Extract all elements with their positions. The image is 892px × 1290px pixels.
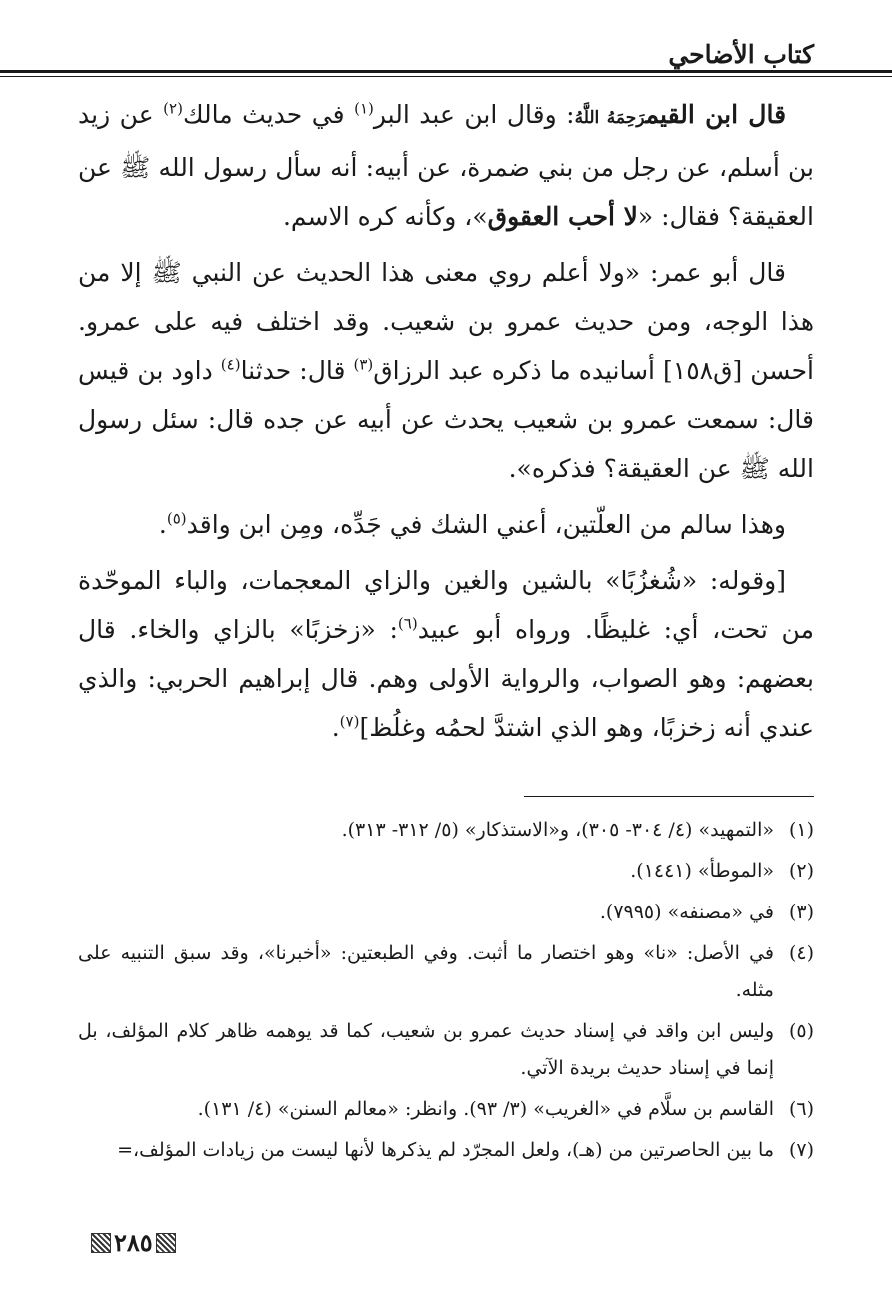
- footnote-number: (٤): [788, 942, 814, 964]
- footnote-text: في «مصنفه» (٧٩٩٥).: [599, 901, 774, 923]
- ornament-icon: [91, 1233, 111, 1253]
- text-segment: : «زخزبًا» بالزاي والخاء. قال بعضهم: وهو الصواب، والرواية الأولى وهم. قال إبراهيم الحربي: والذي عندي أنه زخزبًا، وهو الذي اشتدَّ لحمُه وغلُظ]: [78, 615, 814, 742]
- footnote-text: «التمهيد» (٤/ ٣٠٤- ٣٠٥)، و«الاستذكار» (٥/ ٣١٢- ٣١٣).: [341, 819, 774, 841]
- footnote-item: [78, 1132, 814, 1169]
- text-segment: .: [158, 510, 167, 539]
- footnote-number: (٦): [788, 1098, 814, 1120]
- continuation-mark: =: [117, 1139, 134, 1161]
- footnote-ref[interactable]: (٧): [339, 712, 360, 731]
- footnote-item: [78, 935, 814, 1009]
- footnote-item: [78, 1013, 814, 1087]
- main-text: [78, 90, 814, 759]
- footnote-text: القاسم بن سلَّام في «الغريب» (٣/ ٩٣). وانظر: «معالم السنن» (٤/ ١٣١).: [197, 1098, 774, 1120]
- footnote-text: «الموطأ» (١٤٤١).: [630, 860, 774, 882]
- footnote-ref[interactable]: (١): [354, 99, 374, 118]
- running-header: [78, 30, 814, 74]
- paragraph-1: [78, 90, 814, 241]
- text-segment: [وقوله: «شُغزُبًا» بالشين والغين والزاي المعجمات، والباء الموحّدة من تحت، أي: غليظًا. ورواه أبو عبيد: [78, 566, 814, 644]
- footnote-number: (٣): [788, 901, 814, 923]
- footnote-ref[interactable]: (٦): [397, 614, 418, 633]
- text-segment: »، وكأنه كره الاسم.: [282, 202, 488, 231]
- speaker-label: قال ابن القيم: [645, 100, 787, 129]
- footnote-item: [78, 894, 814, 931]
- footnote-text: [78, 1132, 774, 1169]
- header-title: كتاب الأضاحي: [668, 40, 814, 69]
- footnote-ref[interactable]: (٣): [353, 355, 374, 374]
- text-segment: وهذا سالم من العلّتين، أعني الشك في جَدِّه، ومِن ابن واقد: [186, 510, 786, 539]
- footnote-ref[interactable]: (٢): [163, 99, 183, 118]
- text-segment: عن زيد بن أسلم، عن رجل من بني ضمرة، عن أبيه: أنه سأل رسول الله ﷺ عن العقيقة؟ فقال: «: [78, 100, 814, 231]
- footnotes-list: [78, 812, 814, 1173]
- paragraph-3: [78, 500, 814, 549]
- footnote-number: (٢): [788, 860, 814, 882]
- footnote-text: وليس ابن واقد في إسناد حديث عمرو بن شعيب، كما قد يوهمه ظاهر كلام المؤلف، بل إنما في إسناد حديث بريدة الآتي.: [78, 1020, 774, 1079]
- text-segment: قال: حدثنا: [240, 356, 354, 385]
- header-rule: [0, 70, 892, 73]
- honorific: رَحِمَهُ اللَّهُ: [574, 108, 646, 128]
- footnote-separator: [524, 796, 814, 797]
- text-segment: .: [331, 713, 340, 742]
- footnote-item: [78, 1091, 814, 1128]
- text-segment: : وقال ابن عبد البر: [373, 100, 575, 129]
- hadith-quote: لا أحب العقوق: [487, 202, 638, 231]
- footnote-number: (٧): [788, 1139, 814, 1161]
- page-number: [88, 1228, 179, 1257]
- ornament-icon: [156, 1233, 176, 1253]
- paragraph-4: [78, 556, 814, 752]
- footnote-ref[interactable]: (٥): [166, 509, 187, 528]
- header-rule-thin: [0, 76, 892, 77]
- footnote-item: [78, 853, 814, 890]
- paragraph-2: [78, 248, 814, 493]
- text-segment: قال أبو عمر: «ولا أعلم روي معنى هذا الحديث عن النبي ﷺ إلا من هذا الوجه، ومن حديث عمرو بن شعيب. وقد اختلف فيه على عمرو. أحسن [ق١٥٨] أسانيده ما ذكره عبد الرزاق: [78, 258, 815, 385]
- footnote-item: [78, 812, 814, 849]
- footnote-text: في الأصل: «نا» وهو اختصار ما أثبت. وفي الطبعتين: «أخبرنا»، وقد سبق التنبيه على مثله.: [78, 942, 774, 1001]
- page-number-text: ٢٨٥: [114, 1228, 153, 1257]
- footnote-text-segment: ما بين الحاصرتين من (هـ)، ولعل المجرّد لم يذكرها لأنها ليست من زيادات المؤلف،: [133, 1139, 774, 1161]
- footnote-number: (١): [788, 819, 814, 841]
- footnote-number: (٥): [788, 1020, 814, 1042]
- text-segment: داود بن قيس قال: سمعت عمرو بن شعيب يحدث عن أبيه عن جده قال: سئل رسول الله ﷺ عن العقيقة؟ فذكره».: [78, 356, 814, 483]
- text-segment: في حديث مالك: [182, 100, 355, 129]
- footnote-ref[interactable]: (٤): [220, 355, 241, 374]
